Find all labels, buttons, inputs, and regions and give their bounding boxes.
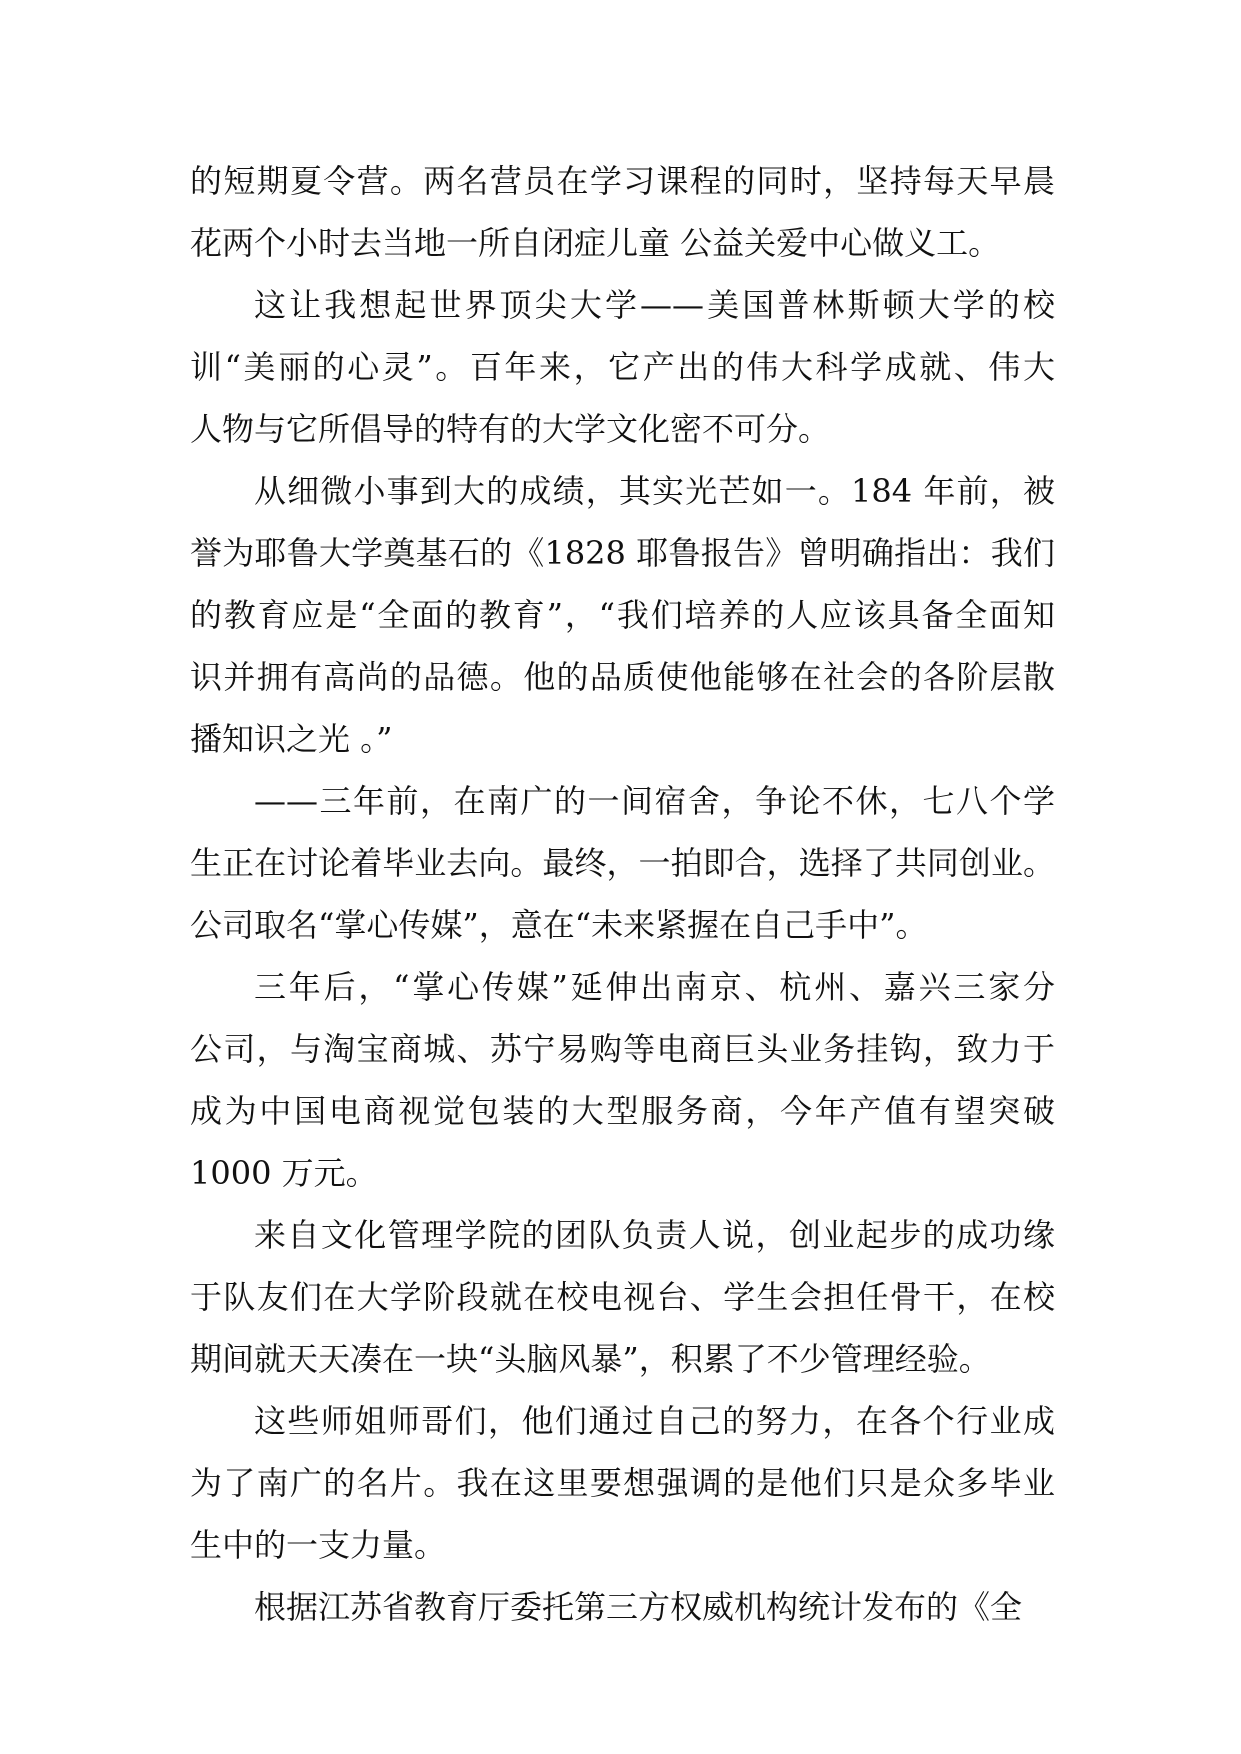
document-body [190,150,1055,1638]
paragraph [190,460,1055,770]
paragraph [190,1390,1055,1576]
paragraph [190,1576,1055,1638]
text-line: 公司，与淘宝商城、苏宁易购等电商巨头业务挂钩，致力于 [190,1030,1055,1068]
text-line: 誉为耶鲁大学奠基石的《1828 耶鲁报告》曾明确指出：我们 [190,534,1055,572]
text-line: ——三年前，在南广的一间宿舍，争论不休，七八个学 [254,782,1055,820]
text-line: 花两个小时去当地一所自闭症儿童 公益关爱中心做义工。 [190,224,1001,262]
text-line: 公司取名“掌心传媒”，意在“未来紧握在自己手中”。 [190,906,928,944]
paragraph [190,1204,1055,1390]
text-line: 生中的一支力量。 [190,1526,447,1564]
text-line: 来自文化管理学院的团队负责人说，创业起步的成功缘 [254,1216,1055,1254]
text-line: 播知识之光 。” [190,720,393,758]
text-line: 1000 万元。 [190,1154,378,1192]
text-line: 成为中国电商视觉包装的大型服务商，今年产值有望突破 [190,1092,1055,1130]
text-line: 这让我想起世界顶尖大学——美国普林斯顿大学的校 [254,286,1055,324]
text-line: 的短期夏令营。两名营员在学习课程的同时，坚持每天早晨 [190,162,1055,200]
text-line: 识并拥有高尚的品德。他的品质使他能够在社会的各阶层散 [190,658,1055,696]
text-line: 的教育应是“全面的教育”，“我们培养的人应该具备全面知 [190,596,1055,634]
text-line: 从细微小事到大的成绩，其实光芒如一。184 年前，被 [254,472,1055,510]
text-line: 根据江苏省教育厅委托第三方权威机构统计发布的《全 [254,1588,1023,1626]
text-line: 为了南广的名片。我在这里要想强调的是他们只是众多毕业 [190,1464,1055,1502]
paragraph [190,770,1055,956]
text-line: 训“美丽的心灵”。百年来，它产出的伟大科学成就、伟大 [190,348,1055,386]
text-line: 期间就天天凑在一块“头脑风暴”，积累了不少管理经验。 [190,1340,991,1378]
text-line: 三年后，“掌心传媒”延伸出南京、杭州、嘉兴三家分 [254,968,1055,1006]
text-line: 于队友们在大学阶段就在校电视台、学生会担任骨干，在校 [190,1278,1055,1316]
paragraph [190,150,1055,274]
text-line: 人物与它所倡导的特有的大学文化密不可分。 [190,410,831,448]
text-line: 这些师姐师哥们，他们通过自己的努力，在各个行业成 [254,1402,1055,1440]
paragraph [190,274,1055,460]
paragraph [190,956,1055,1204]
text-line: 生正在讨论着毕业去向。最终，一拍即合，选择了共同创业。 [190,844,1055,882]
